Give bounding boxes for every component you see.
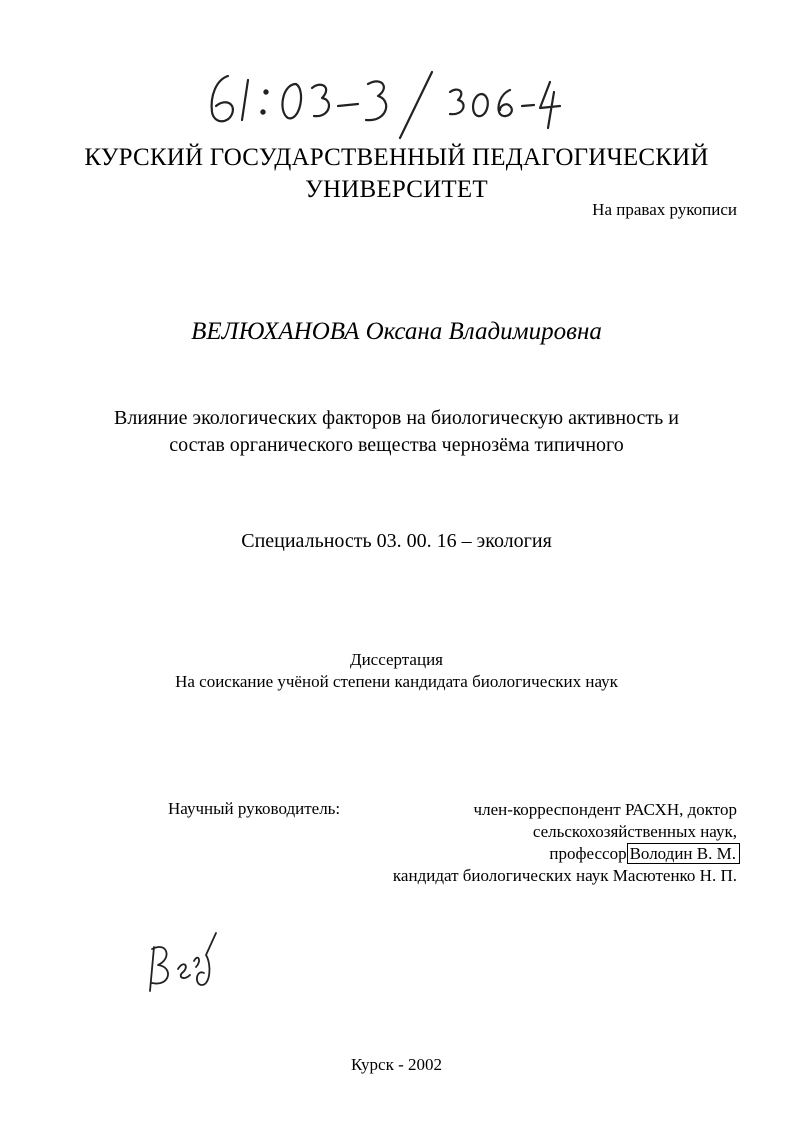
- manuscript-note: На правах рукописи: [592, 200, 737, 219]
- dissertation-title: [0, 405, 793, 459]
- place-and-year: Курск - 2002: [350, 1055, 443, 1074]
- dissertation-info: [0, 649, 793, 693]
- archive-code-handwritten: [188, 62, 568, 142]
- title-line-2: состав органического вещества чернозёма типичного: [169, 434, 624, 456]
- degree-line: На соискание учёной степени кандидата биологических наук: [175, 672, 618, 691]
- author-name: ВЕЛЮХАНОВА Оксана Владимировна: [191, 318, 602, 345]
- advisor-label: Научный руководитель:: [168, 799, 341, 818]
- dissertation-label: Диссертация: [349, 650, 443, 669]
- specialty: Специальность 03. 00. 16 – экология: [241, 530, 552, 552]
- advisor-title: профессор: [549, 844, 627, 863]
- advisor-name-boxed: Володин В. М.: [627, 843, 740, 864]
- title-line-1: Влияние экологических факторов на биологическую активность и: [114, 407, 679, 429]
- university-name: [0, 142, 793, 206]
- advisor-line-4: кандидат биологических наук Масютенко Н. П.: [392, 866, 737, 885]
- handwritten-signature: [140, 925, 230, 1000]
- advisor-block: [393, 799, 737, 887]
- advisor-line-1: член-корреспондент РАСХН, доктор: [473, 800, 737, 819]
- university-line-2: УНИВЕРСИТЕТ: [305, 176, 488, 203]
- advisor-line-2: сельскохозяйственных наук,: [532, 822, 737, 841]
- university-line-1: КУРСКИЙ ГОСУДАРСТВЕННЫЙ ПЕДАГОГИЧЕСКИЙ: [84, 144, 709, 171]
- advisor-line-3: [393, 843, 737, 865]
